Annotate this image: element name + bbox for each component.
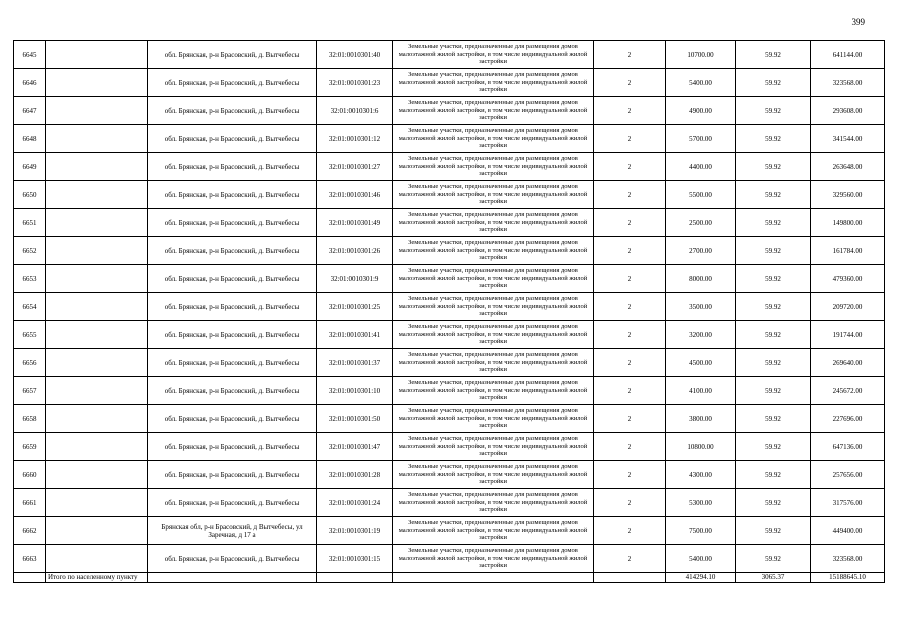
group-cell: 2 (594, 125, 666, 153)
group-cell: 2 (594, 377, 666, 405)
cadastral-value-cell: 149800.00 (811, 209, 885, 237)
empty-cell (46, 461, 148, 489)
cadastral-value-cell: 293608.00 (811, 97, 885, 125)
land-use-description-cell: Земельные участки, предназначенные для размещения домов малоэтажной жилой застройки, в том числе индивидуальной жилой застройки (393, 237, 594, 265)
empty-cell (46, 517, 148, 545)
cadastral-number-cell: 32:01:0010301:9 (317, 265, 393, 293)
rate-cell: 59.92 (736, 181, 811, 209)
group-cell: 2 (594, 461, 666, 489)
rate-cell: 59.92 (736, 69, 811, 97)
land-use-description-cell: Земельные участки, предназначенные для размещения домов малоэтажной жилой застройки, в том числе индивидуальной жилой застройки (393, 293, 594, 321)
cadastral-number-cell: 32:01:0010301:23 (317, 69, 393, 97)
rate-cell: 59.92 (736, 237, 811, 265)
rate-cell: 59.92 (736, 209, 811, 237)
empty-cell (46, 181, 148, 209)
rate-cell: 59.92 (736, 97, 811, 125)
address-cell: обл. Брянская, р-н Брасовский, д. Вытчебесы (148, 405, 317, 433)
cadastral-number-cell: 32:01:0010301:6 (317, 97, 393, 125)
land-use-description-cell: Земельные участки, предназначенные для размещения домов малоэтажной жилой застройки, в том числе индивидуальной жилой застройки (393, 349, 594, 377)
land-use-description-cell: Земельные участки, предназначенные для размещения домов малоэтажной жилой застройки, в том числе индивидуальной жилой застройки (393, 69, 594, 97)
rate-cell: 59.92 (736, 349, 811, 377)
address-cell: обл. Брянская, р-н Брасовский, д. Вытчебесы (148, 181, 317, 209)
area-cell: 8000.00 (666, 265, 736, 293)
address-cell: обл. Брянская, р-н Брасовский, д. Вытчебесы (148, 545, 317, 573)
table-row (14, 321, 885, 349)
area-cell: 5400.00 (666, 69, 736, 97)
group-cell: 2 (594, 41, 666, 69)
empty-cell (46, 405, 148, 433)
area-cell: 5500.00 (666, 181, 736, 209)
address-cell: обл. Брянская, р-н Брасовский, д. Вытчебесы (148, 265, 317, 293)
cadastral-number-cell: 32:01:0010301:15 (317, 545, 393, 573)
empty-cell (46, 265, 148, 293)
group-cell: 2 (594, 97, 666, 125)
cadastral-number-cell: 32:01:0010301:46 (317, 181, 393, 209)
rate-cell: 59.92 (736, 265, 811, 293)
land-registry-table (13, 40, 885, 583)
land-use-description-cell: Земельные участки, предназначенные для размещения домов малоэтажной жилой застройки, в том числе индивидуальной жилой застройки (393, 433, 594, 461)
cadastral-value-cell: 227696.00 (811, 405, 885, 433)
address-cell: обл. Брянская, р-н Брасовский, д. Вытчебесы (148, 377, 317, 405)
land-use-description-cell: Земельные участки, предназначенные для размещения домов малоэтажной жилой застройки, в том числе индивидуальной жилой застройки (393, 545, 594, 573)
table-row (14, 97, 885, 125)
land-use-description-cell: Земельные участки, предназначенные для размещения домов малоэтажной жилой застройки, в том числе индивидуальной жилой застройки (393, 377, 594, 405)
rate-cell: 59.92 (736, 321, 811, 349)
table-row (14, 69, 885, 97)
table-body (14, 41, 885, 573)
row-number-cell: 6650 (14, 181, 46, 209)
address-cell: обл. Брянская, р-н Брасовский, д. Вытчебесы (148, 209, 317, 237)
area-cell: 10700.00 (666, 41, 736, 69)
cadastral-number-cell: 32:01:0010301:49 (317, 209, 393, 237)
address-cell: обл. Брянская, р-н Брасовский, д. Вытчебесы (148, 349, 317, 377)
cadastral-number-cell: 32:01:0010301:10 (317, 377, 393, 405)
area-cell: 2700.00 (666, 237, 736, 265)
cadastral-number-cell: 32:01:0010301:40 (317, 41, 393, 69)
land-use-description-cell: Земельные участки, предназначенные для размещения домов малоэтажной жилой застройки, в том числе индивидуальной жилой застройки (393, 489, 594, 517)
land-use-description-cell: Земельные участки, предназначенные для размещения домов малоэтажной жилой застройки, в том числе индивидуальной жилой застройки (393, 125, 594, 153)
rate-cell: 59.92 (736, 293, 811, 321)
row-number-cell: 6660 (14, 461, 46, 489)
empty-cell (46, 377, 148, 405)
group-cell: 2 (594, 321, 666, 349)
area-cell: 4300.00 (666, 461, 736, 489)
row-number-cell: 6659 (14, 433, 46, 461)
land-use-description-cell: Земельные участки, предназначенные для размещения домов малоэтажной жилой застройки, в том числе индивидуальной жилой застройки (393, 517, 594, 545)
group-cell: 2 (594, 265, 666, 293)
table-row (14, 153, 885, 181)
group-cell: 2 (594, 349, 666, 377)
cadastral-value-cell: 257656.00 (811, 461, 885, 489)
row-number-cell: 6653 (14, 265, 46, 293)
area-cell: 7500.00 (666, 517, 736, 545)
table-row (14, 433, 885, 461)
area-cell: 3500.00 (666, 293, 736, 321)
row-number-cell: 6661 (14, 489, 46, 517)
empty-cell (46, 125, 148, 153)
group-cell: 2 (594, 181, 666, 209)
rate-cell: 59.92 (736, 125, 811, 153)
land-use-description-cell: Земельные участки, предназначенные для размещения домов малоэтажной жилой застройки, в том числе индивидуальной жилой застройки (393, 405, 594, 433)
land-use-description-cell: Земельные участки, предназначенные для размещения домов малоэтажной жилой застройки, в том числе индивидуальной жилой застройки (393, 153, 594, 181)
cadastral-value-cell: 641144.00 (811, 41, 885, 69)
cadastral-value-cell: 479360.00 (811, 265, 885, 293)
group-cell: 2 (594, 405, 666, 433)
address-cell: обл. Брянская, р-н Брасовский, д. Вытчебесы (148, 321, 317, 349)
cadastral-number-cell: 32:01:0010301:37 (317, 349, 393, 377)
address-cell: обл. Брянская, р-н Брасовский, д. Вытчебесы (148, 41, 317, 69)
row-number-cell: 6651 (14, 209, 46, 237)
row-number-cell: 6656 (14, 349, 46, 377)
cadastral-value-cell: 329560.00 (811, 181, 885, 209)
area-cell: 5400.00 (666, 545, 736, 573)
address-cell: обл. Брянская, р-н Брасовский, д. Вытчебесы (148, 97, 317, 125)
area-cell: 4400.00 (666, 153, 736, 181)
total-value: 15188645.10 (811, 573, 885, 583)
cadastral-value-cell: 323568.00 (811, 69, 885, 97)
land-use-description-cell: Земельные участки, предназначенные для размещения домов малоэтажной жилой застройки, в том числе индивидуальной жилой застройки (393, 209, 594, 237)
group-cell: 2 (594, 517, 666, 545)
row-number-cell: 6645 (14, 41, 46, 69)
cadastral-value-cell: 191744.00 (811, 321, 885, 349)
table-row (14, 349, 885, 377)
cadastral-value-cell: 269640.00 (811, 349, 885, 377)
land-use-description-cell: Земельные участки, предназначенные для размещения домов малоэтажной жилой застройки, в том числе индивидуальной жилой застройки (393, 97, 594, 125)
area-cell: 4900.00 (666, 97, 736, 125)
table-row (14, 489, 885, 517)
rate-cell: 59.92 (736, 433, 811, 461)
total-row (14, 573, 885, 583)
row-number-cell: 6663 (14, 545, 46, 573)
row-number-cell: 6647 (14, 97, 46, 125)
table-row (14, 125, 885, 153)
empty-cell (46, 237, 148, 265)
table-row (14, 209, 885, 237)
empty-cell (46, 293, 148, 321)
empty-cell (46, 69, 148, 97)
group-cell: 2 (594, 237, 666, 265)
cadastral-number-cell: 32:01:0010301:25 (317, 293, 393, 321)
group-cell: 2 (594, 69, 666, 97)
table-row (14, 293, 885, 321)
cadastral-number-cell: 32:01:0010301:24 (317, 489, 393, 517)
address-cell: обл. Брянская, р-н Брасовский, д. Вытчебесы (148, 489, 317, 517)
rate-cell: 59.92 (736, 461, 811, 489)
table-row (14, 377, 885, 405)
rate-cell: 59.92 (736, 517, 811, 545)
area-cell: 3200.00 (666, 321, 736, 349)
group-cell: 2 (594, 153, 666, 181)
empty-cell (46, 489, 148, 517)
cadastral-number-cell: 32:01:0010301:26 (317, 237, 393, 265)
page-number: 399 (851, 17, 865, 27)
area-cell: 5700.00 (666, 125, 736, 153)
table-row (14, 517, 885, 545)
area-cell: 4100.00 (666, 377, 736, 405)
rate-cell: 59.92 (736, 377, 811, 405)
empty-cell (46, 545, 148, 573)
cadastral-value-cell: 209720.00 (811, 293, 885, 321)
address-cell: обл. Брянская, р-н Брасовский, д. Вытчебесы (148, 433, 317, 461)
table-row (14, 545, 885, 573)
table-row (14, 41, 885, 69)
cadastral-value-cell: 317576.00 (811, 489, 885, 517)
area-cell: 5300.00 (666, 489, 736, 517)
row-number-cell: 6654 (14, 293, 46, 321)
cadastral-number-cell: 32:01:0010301:28 (317, 461, 393, 489)
total-label: Итого по населенному пункту (46, 573, 148, 583)
cadastral-value-cell: 647136.00 (811, 433, 885, 461)
group-cell: 2 (594, 293, 666, 321)
cadastral-value-cell: 245672.00 (811, 377, 885, 405)
area-cell: 4500.00 (666, 349, 736, 377)
table-row (14, 181, 885, 209)
rate-cell: 59.92 (736, 405, 811, 433)
cadastral-value-cell: 263648.00 (811, 153, 885, 181)
land-use-description-cell: Земельные участки, предназначенные для размещения домов малоэтажной жилой застройки, в том числе индивидуальной жилой застройки (393, 265, 594, 293)
row-number-cell: 6649 (14, 153, 46, 181)
empty-cell (46, 433, 148, 461)
cadastral-number-cell: 32:01:0010301:47 (317, 433, 393, 461)
rate-cell: 59.92 (736, 489, 811, 517)
address-cell: обл. Брянская, р-н Брасовский, д. Вытчебесы (148, 237, 317, 265)
address-cell: обл. Брянская, р-н Брасовский, д. Вытчебесы (148, 69, 317, 97)
cadastral-value-cell: 323568.00 (811, 545, 885, 573)
total-rate: 3065.37 (736, 573, 811, 583)
area-cell: 2500.00 (666, 209, 736, 237)
cadastral-value-cell: 449400.00 (811, 517, 885, 545)
group-cell: 2 (594, 545, 666, 573)
row-number-cell: 6655 (14, 321, 46, 349)
cadastral-number-cell: 32:01:0010301:27 (317, 153, 393, 181)
row-number-cell: 6646 (14, 69, 46, 97)
table-row (14, 265, 885, 293)
empty-cell (46, 349, 148, 377)
rate-cell: 59.92 (736, 153, 811, 181)
empty-cell (46, 41, 148, 69)
cadastral-value-cell: 341544.00 (811, 125, 885, 153)
cadastral-number-cell: 32:01:0010301:41 (317, 321, 393, 349)
table-row (14, 461, 885, 489)
table-row (14, 237, 885, 265)
land-use-description-cell: Земельные участки, предназначенные для размещения домов малоэтажной жилой застройки, в том числе индивидуальной жилой застройки (393, 181, 594, 209)
empty-cell (46, 97, 148, 125)
empty-cell (46, 209, 148, 237)
cadastral-number-cell: 32:01:0010301:50 (317, 405, 393, 433)
row-number-cell: 6648 (14, 125, 46, 153)
land-use-description-cell: Земельные участки, предназначенные для размещения домов малоэтажной жилой застройки, в том числе индивидуальной жилой застройки (393, 41, 594, 69)
total-area: 414294.10 (666, 573, 736, 583)
address-cell: Брянская обл, р-н Брасовский, д Вытчебесы, ул Заречная, д 17 а (148, 517, 317, 545)
empty-cell (46, 321, 148, 349)
row-number-cell: 6662 (14, 517, 46, 545)
table-row (14, 405, 885, 433)
cadastral-value-cell: 161784.00 (811, 237, 885, 265)
area-cell: 3800.00 (666, 405, 736, 433)
row-number-cell: 6657 (14, 377, 46, 405)
group-cell: 2 (594, 489, 666, 517)
rate-cell: 59.92 (736, 545, 811, 573)
land-use-description-cell: Земельные участки, предназначенные для размещения домов малоэтажной жилой застройки, в том числе индивидуальной жилой застройки (393, 461, 594, 489)
group-cell: 2 (594, 209, 666, 237)
address-cell: обл. Брянская, р-н Брасовский, д. Вытчебесы (148, 125, 317, 153)
empty-cell (46, 153, 148, 181)
group-cell: 2 (594, 433, 666, 461)
area-cell: 10800.00 (666, 433, 736, 461)
cadastral-number-cell: 32:01:0010301:19 (317, 517, 393, 545)
address-cell: обл. Брянская, р-н Брасовский, д. Вытчебесы (148, 461, 317, 489)
address-cell: обл. Брянская, р-н Брасовский, д. Вытчебесы (148, 293, 317, 321)
rate-cell: 59.92 (736, 41, 811, 69)
cadastral-number-cell: 32:01:0010301:12 (317, 125, 393, 153)
row-number-cell: 6658 (14, 405, 46, 433)
land-use-description-cell: Земельные участки, предназначенные для размещения домов малоэтажной жилой застройки, в том числе индивидуальной жилой застройки (393, 321, 594, 349)
row-number-cell: 6652 (14, 237, 46, 265)
address-cell: обл. Брянская, р-н Брасовский, д. Вытчебесы (148, 153, 317, 181)
